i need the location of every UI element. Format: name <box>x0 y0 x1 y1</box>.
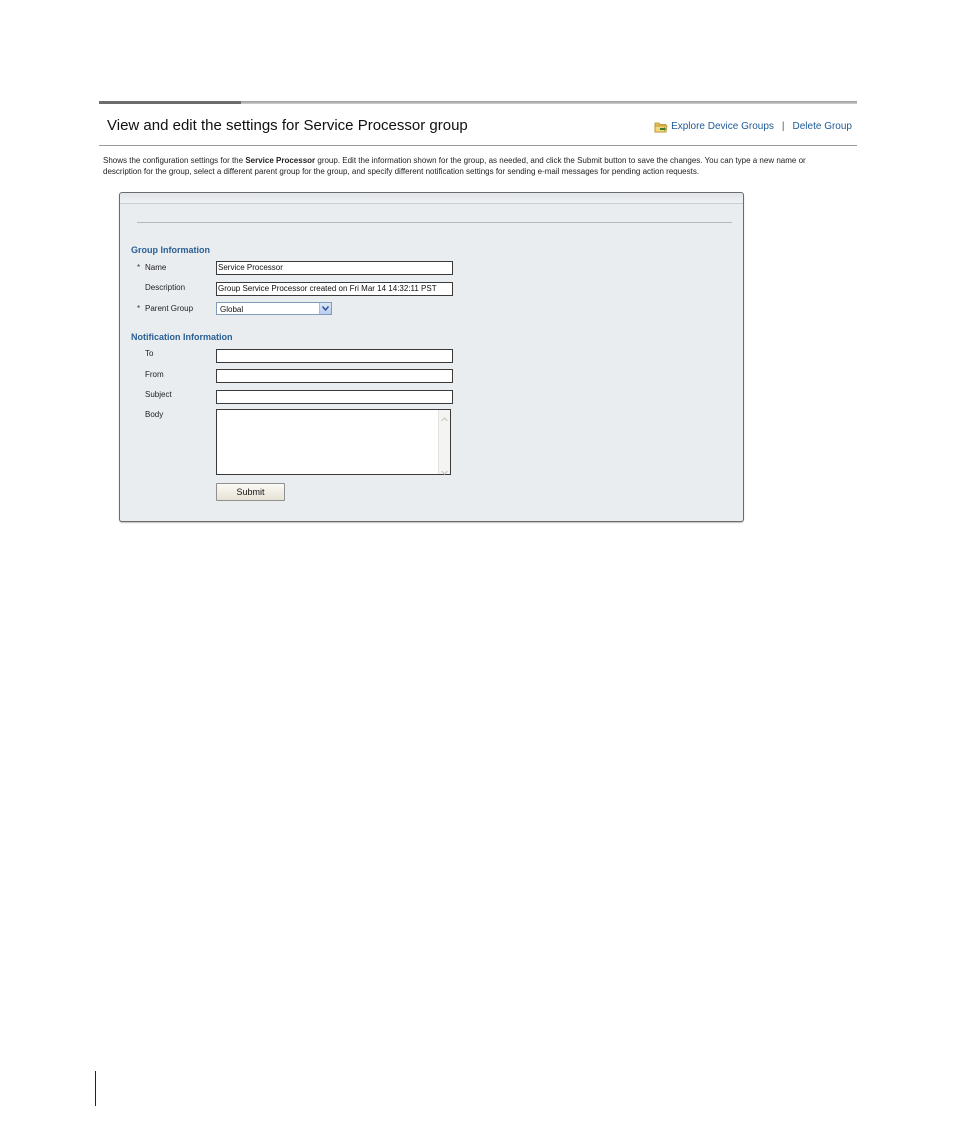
from-input[interactable] <box>216 369 453 383</box>
settings-panel <box>119 192 744 522</box>
header-rule <box>99 145 857 146</box>
intro-group-name: Service Processor <box>245 156 316 165</box>
name-label: Name <box>145 263 167 272</box>
body-label: Body <box>145 410 164 419</box>
subject-input[interactable] <box>216 390 453 404</box>
parent-group-select[interactable] <box>216 302 332 315</box>
subject-label: Subject <box>145 390 172 399</box>
notification-information-heading: Notification Information <box>131 332 233 342</box>
chevron-down-icon[interactable] <box>319 303 331 314</box>
top-rule-accent <box>99 101 241 104</box>
parent-group-required-marker: * <box>137 304 141 313</box>
name-required-marker: * <box>137 263 141 272</box>
name-input[interactable]: Service Processor <box>216 261 453 275</box>
link-separator: | <box>781 120 785 132</box>
explore-device-groups-link[interactable]: Explore Device Groups <box>671 120 774 132</box>
parent-group-label: Parent Group <box>145 304 194 313</box>
scroll-down-icon[interactable] <box>440 464 449 473</box>
page-title: View and edit the settings for Service Processor group <box>107 117 468 134</box>
scroll-up-icon[interactable] <box>440 411 449 420</box>
header-links <box>654 120 852 132</box>
from-label: From <box>145 370 164 379</box>
body-textarea[interactable] <box>216 409 451 475</box>
folder-arrow-icon[interactable] <box>654 121 668 133</box>
panel-rule <box>137 222 732 223</box>
intro-text-after: group. Edit the information shown for the group, as needed, and click the Submit button to save the changes. You can type a new name or description for the group, select a different parent group for the group, and specify different notification settings for sending e-mail messages for pending action requests. <box>103 156 806 176</box>
parent-group-selected-value: Global <box>220 305 244 314</box>
intro-text-before: Shows the configuration settings for the <box>103 156 246 165</box>
to-input[interactable] <box>216 349 453 363</box>
panel-topbar <box>120 193 743 204</box>
margin-rule <box>95 1071 96 1106</box>
description-input[interactable]: Group Service Processor created on Fri Mar 14 14:32:11 PST <box>216 282 453 296</box>
group-information-heading: Group Information <box>131 245 210 255</box>
submit-button[interactable]: Submit <box>216 483 285 501</box>
to-label: To <box>145 349 154 358</box>
body-scrollbar[interactable] <box>438 410 450 474</box>
intro-text <box>103 156 843 177</box>
delete-group-link[interactable]: Delete Group <box>792 120 852 132</box>
description-label: Description <box>145 283 186 292</box>
